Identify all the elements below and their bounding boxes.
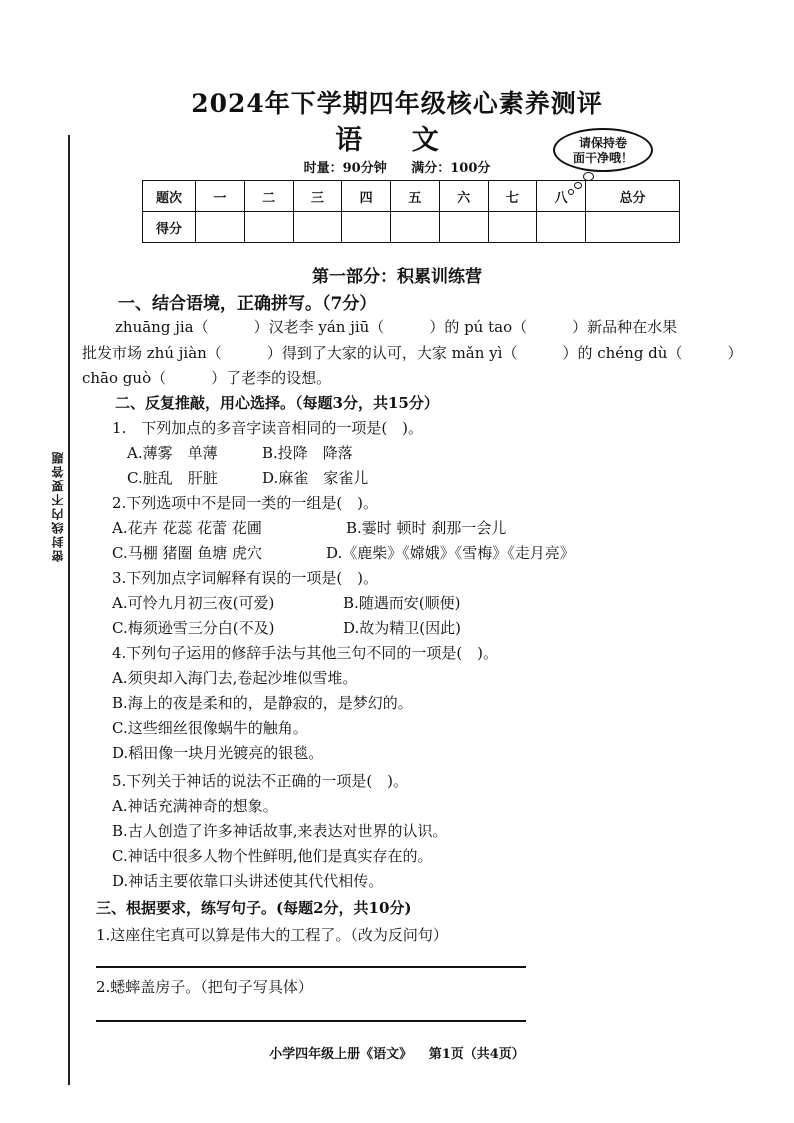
q2-3-option-b: B.随遇而安(顺便) bbox=[343, 594, 461, 612]
q2-3-stem: 3.下列加点字词解释有误的一项是( )。 bbox=[112, 569, 379, 587]
score-table-cell: 一 bbox=[196, 181, 245, 212]
q2-2-stem: 2.下列选项中不是同一类的一组是( )。 bbox=[112, 494, 379, 512]
score-table-cell: 三 bbox=[293, 181, 342, 212]
q2-4-option-a: A.须臾却入海门去,卷起沙堆似雪堆。 bbox=[112, 669, 358, 687]
answer-line-2[interactable] bbox=[96, 1020, 526, 1022]
q2-2-option-b: B.霎时 顿时 刹那一会儿 bbox=[346, 519, 507, 537]
score-input-cell[interactable] bbox=[586, 212, 680, 243]
score-table-header-row bbox=[143, 181, 680, 212]
q2-5-stem: 5.下列关于神话的说法不正确的一项是( )。 bbox=[112, 772, 409, 790]
subject-title: 语 文 bbox=[335, 125, 459, 156]
q2-1-option-c: C.脏乱 肝脏 bbox=[127, 469, 218, 487]
q2-4-option-c: C.这些细丝很像蜗牛的触角。 bbox=[112, 719, 308, 737]
q1-line-1: zhuāng jia（ ）汉老李 yán jiū（ ）的 pú tao（ ）新品种在水果 bbox=[115, 318, 678, 336]
exam-title: 2024年下学期四年级核心素养测评 bbox=[191, 89, 603, 118]
score-input-cell[interactable] bbox=[439, 212, 488, 243]
q2-1-option-a: A.薄雾 单薄 bbox=[127, 444, 218, 462]
q2-2-option-c: C.马棚 猪圈 鱼塘 虎穴 bbox=[112, 544, 263, 562]
score-input-cell[interactable] bbox=[342, 212, 391, 243]
score-table-cell: 二 bbox=[244, 181, 293, 212]
score-table-cell: 五 bbox=[391, 181, 440, 212]
q2-5-option-c: C.神话中很多人物个性鲜明,他们是真实存在的。 bbox=[112, 847, 433, 865]
bubble-line-2: 面干净哦！ bbox=[572, 151, 633, 165]
footer-book: 小学四年级上册《语文》 bbox=[269, 1047, 413, 1062]
q1-heading: 一、结合语境，正确拼写。（7分） bbox=[118, 294, 377, 314]
time-limit: 时量：90分钟 bbox=[303, 161, 387, 176]
q2-1-stem: 1. 下列加点的多音字读音相同的一项是( )。 bbox=[112, 419, 424, 437]
score-table-cell: 六 bbox=[439, 181, 488, 212]
q2-3-option-d: D.故为精卫(因此) bbox=[343, 619, 461, 637]
score-table-cell: 八 bbox=[537, 181, 586, 212]
score-table-cell: 四 bbox=[342, 181, 391, 212]
score-input-cell[interactable] bbox=[244, 212, 293, 243]
score-table-score-row bbox=[143, 212, 680, 243]
score-input-cell[interactable] bbox=[293, 212, 342, 243]
q2-4-option-b: B.海上的夜是柔和的，是静寂的，是梦幻的。 bbox=[112, 694, 413, 712]
part1-title: 第一部分：积累训练营 bbox=[312, 267, 482, 287]
q2-4-stem: 4.下列句子运用的修辞手法与其他三句不同的一项是( )。 bbox=[112, 644, 499, 662]
score-table-cell: 得分 bbox=[143, 212, 196, 243]
q2-4-option-d: D.稻田像一块月光镀亮的银毯。 bbox=[112, 744, 324, 762]
q2-1-option-b: B.投降 降落 bbox=[262, 444, 353, 462]
q2-5-option-b: B.古人创造了许多神话故事,来表达对世界的认识。 bbox=[112, 822, 448, 840]
footer-page: 第1页（共4页） bbox=[428, 1047, 525, 1062]
score-input-cell[interactable] bbox=[196, 212, 245, 243]
score-table-cell: 总分 bbox=[586, 181, 680, 212]
q2-5-option-a: A.神话充满神奇的想象。 bbox=[112, 797, 278, 815]
score-table-cell: 题次 bbox=[143, 181, 196, 212]
q3-heading: 三、根据要求，练写句子。(每题2分，共10分) bbox=[96, 899, 412, 917]
score-input-cell[interactable] bbox=[537, 212, 586, 243]
score-table-cell: 七 bbox=[488, 181, 537, 212]
bubble-line-1: 请保持卷 bbox=[578, 136, 627, 150]
q2-heading: 二、反复推敲，用心选择。（每题3分，共15分） bbox=[115, 394, 439, 412]
page-footer bbox=[0, 1043, 794, 1062]
q3-2-prompt: 2.蟋蟀盖房子。（把句子写具体） bbox=[96, 978, 313, 996]
q2-3-option-a: A.可怜九月初三夜(可爱) bbox=[112, 594, 275, 612]
score-input-cell[interactable] bbox=[391, 212, 440, 243]
q3-1-prompt: 1.这座住宅真可以算是伟大的工程了。（改为反问句） bbox=[96, 926, 448, 944]
answer-line-1[interactable] bbox=[96, 966, 526, 968]
score-table bbox=[142, 180, 680, 243]
full-score: 满分：100分 bbox=[411, 161, 491, 176]
q2-1-option-d: D.麻雀 家雀儿 bbox=[262, 469, 369, 487]
q2-2-option-a: A.花卉 花蕊 花蕾 花圃 bbox=[112, 519, 262, 537]
side-note: 密封线内不要答题 bbox=[51, 450, 65, 562]
q2-3-option-c: C.梅须逊雪三分白(不及) bbox=[112, 619, 275, 637]
q1-line-3: chāo guò（ ）了老李的设想。 bbox=[82, 369, 332, 387]
q2-2-option-d: D.《鹿柴》《嫦娥》《雪梅》《走月亮》 bbox=[326, 544, 575, 562]
exam-meta bbox=[0, 157, 794, 176]
score-input-cell[interactable] bbox=[488, 212, 537, 243]
q1-line-2: 批发市场 zhú jiàn（ ）得到了大家的认可，大家 mǎn yì（ ）的 chéng dù（ ） bbox=[82, 344, 743, 362]
q2-5-option-d: D.神话主要依靠口头讲述使其代代相传。 bbox=[112, 872, 384, 890]
